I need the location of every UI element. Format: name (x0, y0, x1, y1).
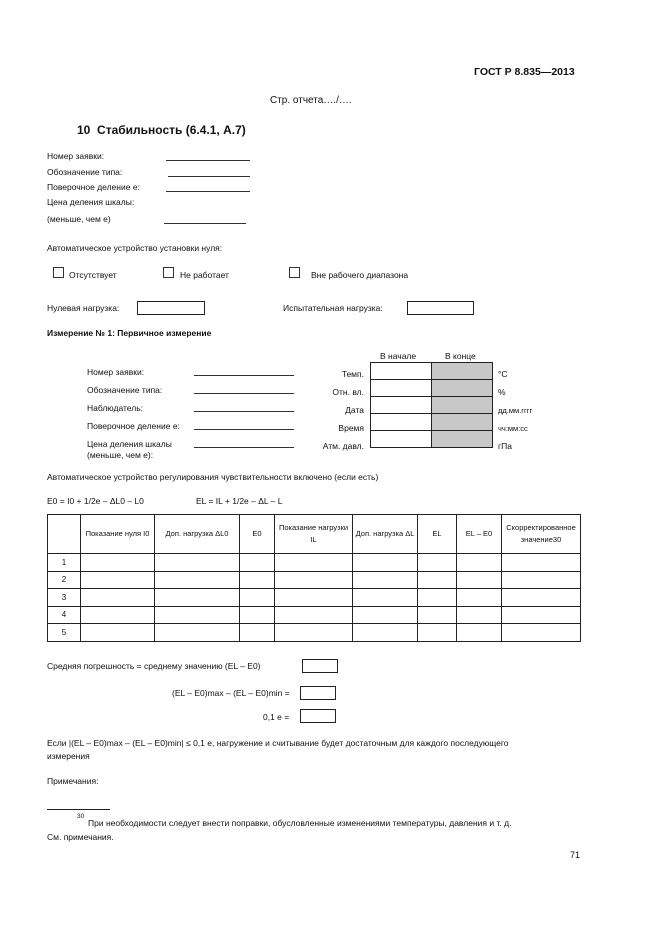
page-number: 71 (570, 850, 581, 860)
table-cell[interactable] (353, 554, 418, 572)
date-start-cell[interactable] (371, 397, 432, 414)
table-cell[interactable] (275, 571, 353, 589)
table-row (48, 589, 581, 607)
table-row (48, 606, 581, 624)
test-load-label: Испытательная нагрузка: (283, 303, 383, 313)
formula-el (196, 496, 283, 506)
table-cell[interactable] (457, 554, 502, 572)
table-cell[interactable] (275, 589, 353, 607)
temp-start-cell[interactable] (371, 363, 432, 380)
table-cell[interactable] (457, 589, 502, 607)
observer-field[interactable] (194, 411, 294, 412)
env-pressure-label: Атм. давл. (322, 441, 364, 451)
table-cell[interactable] (502, 606, 581, 624)
table-cell[interactable] (275, 624, 353, 642)
table-cell[interactable] (240, 606, 275, 624)
section-title (77, 123, 246, 137)
standard-number: ГОСТ Р 8.835—2013 (474, 66, 575, 78)
header-e0: E0 (240, 515, 275, 554)
section-number: 10 (77, 123, 91, 137)
footnote-see: См. примечания. (47, 832, 114, 842)
auto-zero-label: Автоматическое устройство установки нуля: (47, 243, 223, 253)
absent-option-label: Отсутствует (69, 270, 117, 280)
range-label: (EL – E0)max – (EL – E0)min = (172, 688, 290, 698)
observer-label: Наблюдатель: (87, 403, 143, 413)
time-start-cell[interactable] (371, 414, 432, 431)
scale-interval-label: Цена деления шкалы: (47, 197, 135, 207)
zero-load-input[interactable] (137, 301, 205, 315)
formula-e0-text: E0 = I0 + 1/2e – ΔL0 – L0 (47, 496, 144, 506)
header-load-reading: Показание нагрузки IL (275, 515, 353, 554)
time-end-cell[interactable] (432, 414, 493, 431)
col-start-label: В начале (380, 351, 417, 361)
test-load-input[interactable] (407, 301, 474, 315)
table-cell[interactable] (418, 606, 457, 624)
table-cell[interactable] (155, 606, 240, 624)
mean-error-input[interactable] (302, 659, 338, 673)
meas-scale-interval-field[interactable] (194, 447, 294, 448)
application-no-field[interactable] (166, 160, 250, 161)
absent-checkbox[interactable] (53, 267, 64, 278)
table-cell[interactable] (353, 571, 418, 589)
zero-load-label: Нулевая нагрузка: (47, 303, 120, 313)
header-el-minus-e0: EL – E0 (457, 515, 502, 554)
env-temp-label: Темп. (341, 369, 364, 379)
verification-interval-label: Поверочное деление e: (47, 182, 140, 192)
not-working-checkbox[interactable] (163, 267, 174, 278)
out-of-range-checkbox[interactable] (289, 267, 300, 278)
table-cell[interactable] (240, 589, 275, 607)
formula-e0 (47, 496, 144, 506)
meas-scale-interval-sub-label: (меньше, чем e): (87, 450, 154, 460)
condition-line-1: Если |(EL – E0)max – (EL – E0)min| ≤ 0,1 e, нагружение и считывание будет достаточным для каждого последующего (47, 738, 509, 748)
application-no-label: Номер заявки: (47, 151, 105, 161)
humidity-end-cell[interactable] (432, 380, 493, 397)
row-index: 5 (48, 624, 81, 642)
header-zero-reading: Показание нуля I0 (81, 515, 155, 554)
table-cell[interactable] (240, 624, 275, 642)
col-end-label: В конце (445, 351, 476, 361)
meas-scale-interval-label: Цена деления шкалы (87, 439, 172, 449)
table-cell[interactable] (502, 589, 581, 607)
table-row (48, 554, 581, 572)
table-cell[interactable] (418, 571, 457, 589)
table-cell[interactable] (502, 554, 581, 572)
table-cell[interactable] (240, 571, 275, 589)
footnote-number: 30 (77, 813, 85, 820)
type-designation-label: Обозначение типа: (47, 167, 123, 177)
table-cell[interactable] (353, 589, 418, 607)
header-extra-load: Доп. нагрузка ΔL (353, 515, 418, 554)
table-cell[interactable] (240, 554, 275, 572)
table-cell[interactable] (81, 606, 155, 624)
env-date-unit: дд.мм.гггг (498, 406, 533, 415)
verification-interval-field[interactable] (166, 191, 250, 192)
row-index: 1 (48, 554, 81, 572)
table-cell[interactable] (155, 571, 240, 589)
row-index: 4 (48, 606, 81, 624)
meas-type-designation-label: Обозначение типа: (87, 385, 163, 395)
table-cell[interactable] (353, 624, 418, 642)
table-cell[interactable] (457, 624, 502, 642)
env-time-unit: чч:мм:сс (498, 424, 528, 433)
header-el: EL (418, 515, 457, 554)
table-cell[interactable] (275, 554, 353, 572)
table-cell[interactable] (81, 624, 155, 642)
measurement-title: Измерение № 1: Первичное измерение (47, 328, 212, 338)
meas-verification-interval-label: Поверочное деление e: (87, 421, 180, 431)
formula-el-text: EL = IL + 1/2e – ΔL – L (196, 496, 283, 506)
mean-error-label: Средняя погрешность = среднему значению (EL – E0) (47, 661, 261, 671)
meas-verification-interval-field[interactable] (194, 429, 294, 430)
table-cell[interactable] (418, 589, 457, 607)
footnote-rule (47, 809, 110, 810)
table-cell[interactable] (353, 606, 418, 624)
table-cell[interactable] (418, 624, 457, 642)
env-date-label: Дата (345, 405, 364, 415)
condition-line-2: измерения (47, 751, 90, 761)
date-end-cell[interactable] (432, 397, 493, 414)
range-input[interactable] (300, 686, 336, 700)
table-cell[interactable] (275, 606, 353, 624)
footnote-text: При необходимости следует внести поправки, обусловленные изменениями температуры, давления и т. д. (88, 818, 512, 828)
meas-application-no-label: Номер заявки: (87, 367, 145, 377)
env-time-label: Время (338, 423, 364, 433)
notes-label: Примечания: (47, 776, 99, 786)
report-page: Стр. отчета…./…. (270, 95, 352, 106)
table-row (48, 571, 581, 589)
env-humidity-label: Отн. вл. (332, 387, 364, 397)
row-index: 3 (48, 589, 81, 607)
header-index (48, 515, 81, 554)
row-index: 2 (48, 571, 81, 589)
section-title-text: Стабильность (6.4.1, А.7) (97, 123, 246, 137)
pressure-end-cell[interactable] (432, 431, 493, 448)
humidity-start-cell[interactable] (371, 380, 432, 397)
auto-sensitivity-note: Автоматическое устройство регулирования чувствительности включено (если есть) (47, 472, 379, 482)
table-cell[interactable] (81, 589, 155, 607)
env-pressure-unit: гПа (498, 441, 512, 451)
environment-grid (370, 362, 493, 448)
header-corrected-value: Скорректированное значение30 (502, 515, 581, 554)
table-cell[interactable] (155, 554, 240, 572)
table-cell[interactable] (457, 606, 502, 624)
pressure-start-cell[interactable] (371, 431, 432, 448)
header-extra-load-0: Доп. нагрузка ΔL0 (155, 515, 240, 554)
tenth-e-label: 0,1 e = (263, 712, 290, 722)
env-temp-unit: °C (498, 369, 508, 379)
meas-application-no-field[interactable] (194, 375, 294, 376)
meas-type-designation-field[interactable] (194, 393, 294, 394)
temp-end-cell[interactable] (432, 363, 493, 380)
measurement-table (47, 514, 581, 642)
scale-interval-field[interactable] (164, 223, 246, 224)
table-cell[interactable] (155, 589, 240, 607)
table-cell[interactable] (418, 554, 457, 572)
env-humidity-unit: % (498, 387, 506, 397)
table-cell[interactable] (155, 624, 240, 642)
type-designation-field[interactable] (168, 176, 250, 177)
table-cell[interactable] (457, 571, 502, 589)
table-cell[interactable] (81, 571, 155, 589)
scale-interval-sub-label: (меньше, чем e) (47, 214, 111, 224)
table-cell[interactable] (502, 571, 581, 589)
table-cell[interactable] (502, 624, 581, 642)
tenth-e-input[interactable] (300, 709, 336, 723)
table-cell[interactable] (81, 554, 155, 572)
table-row (48, 624, 581, 642)
not-working-option-label: Не работает (180, 270, 229, 280)
out-of-range-option-label: Вне рабочего диапазона (311, 270, 409, 280)
